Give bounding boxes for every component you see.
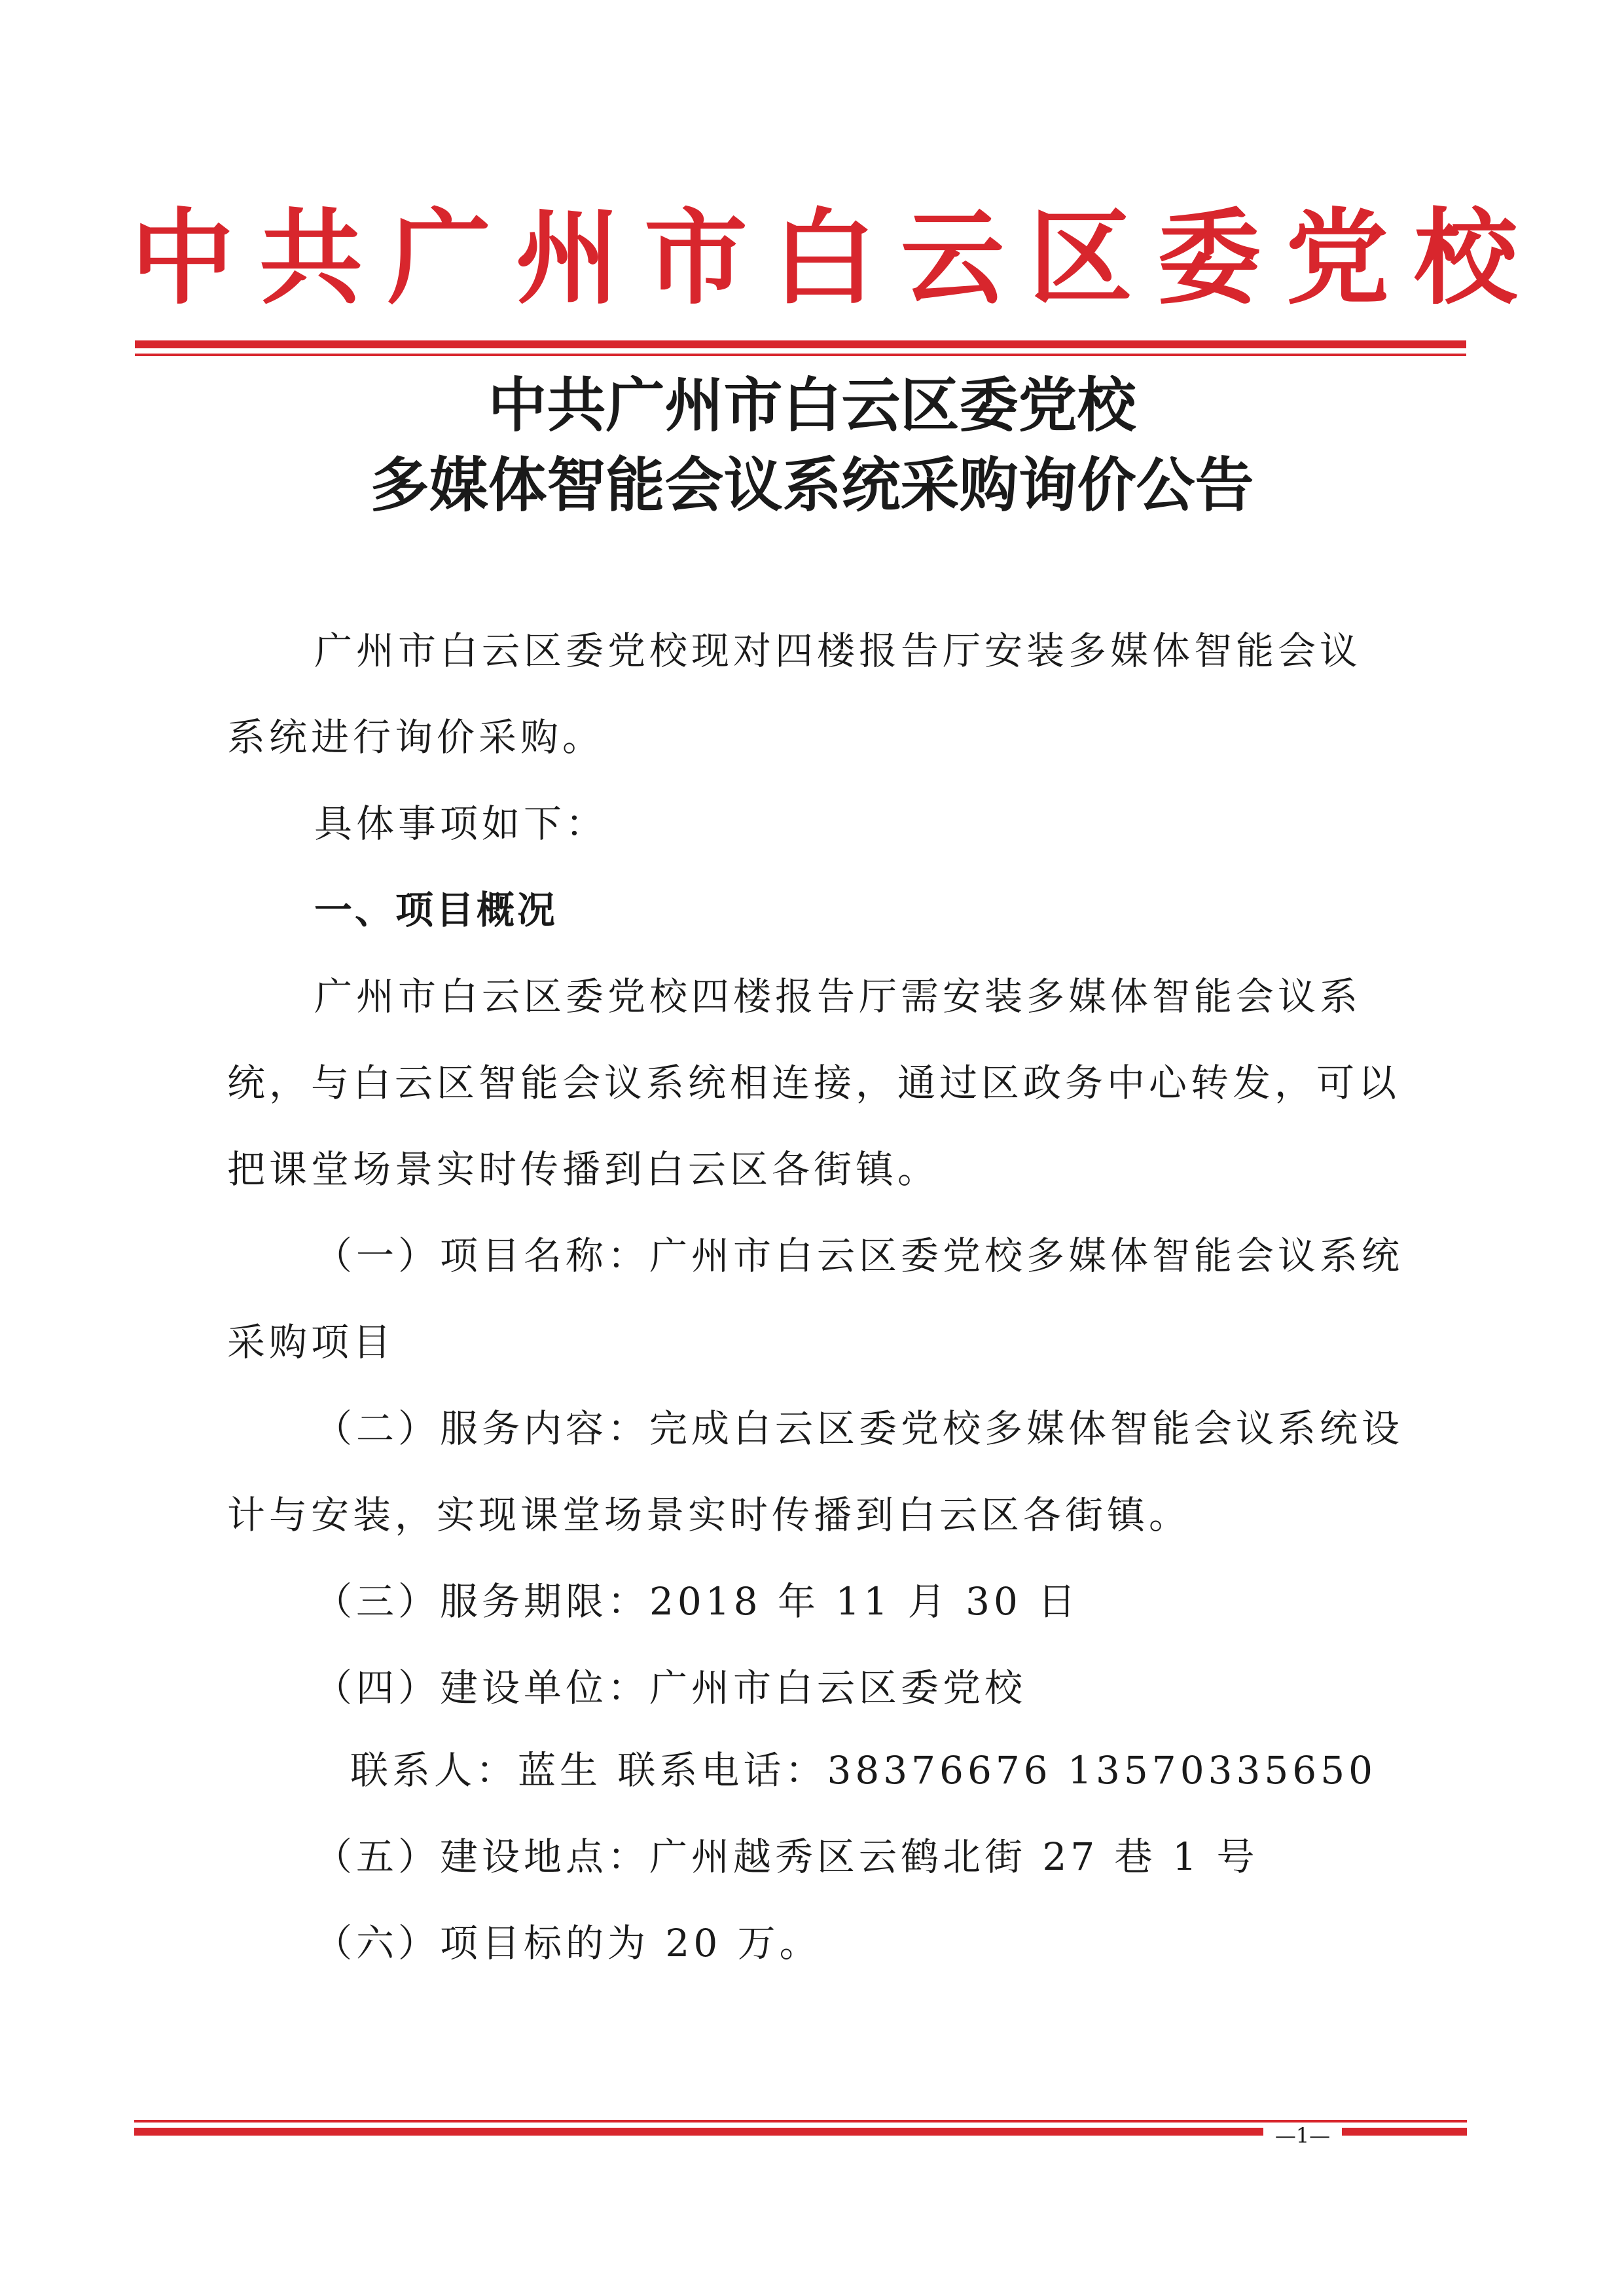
contact-line: 联系人：蓝生 联系电话：38376676 13570335650 <box>350 1748 1377 1793</box>
overview-paragraph-line1: 广州市白云区委党校四楼报告厅需安装多媒体智能会议系 <box>314 974 1362 1019</box>
document-title-line2: 多媒体智能会议系统采购询价公告 <box>370 451 1254 520</box>
item-budget: （六）项目标的为 20 万。 <box>314 1921 821 1965</box>
item-project-name-line2: 采购项目 <box>227 1320 395 1364</box>
overview-paragraph-line3: 把课堂场景实时传播到白云区各街镇。 <box>227 1147 940 1192</box>
item-service-content-line1: （二）服务内容：完成白云区委党校多媒体智能会议系统设 <box>314 1406 1404 1451</box>
overview-paragraph-line2: 统，与白云区智能会议系统相连接，通过区政务中心转发，可以 <box>227 1061 1401 1105</box>
letterhead-rule-thin <box>135 354 1466 356</box>
item-service-period: （三）服务期限：2018 年 11 月 30 日 <box>314 1579 1080 1624</box>
items-intro: 具体事项如下： <box>314 801 608 846</box>
item-project-name-line1: （一）项目名称：广州市白云区委党校多媒体智能会议系统 <box>314 1233 1404 1278</box>
document-title-line1: 中共广州市白云区委党校 <box>488 371 1136 440</box>
intro-paragraph-line2: 系统进行询价采购。 <box>227 715 605 759</box>
item-construction-unit: （四）建设单位：广州市白云区委党校 <box>314 1666 1027 1710</box>
page-number: —1— <box>1263 2123 1342 2149</box>
section-heading-overview: 一、项目概况 <box>314 888 558 932</box>
intro-paragraph-line1: 广州市白云区委党校现对四楼报告厅安装多媒体智能会议 <box>314 629 1362 673</box>
letterhead-title: 中共广州市白云区委党校 <box>131 198 1542 319</box>
item-construction-site: （五）建设地点：广州越秀区云鹤北街 27 巷 1 号 <box>314 1834 1259 1879</box>
letterhead-rule-thick <box>135 340 1466 348</box>
item-service-content-line2: 计与安装，实现课堂场景实时传播到白云区各街镇。 <box>227 1493 1191 1537</box>
